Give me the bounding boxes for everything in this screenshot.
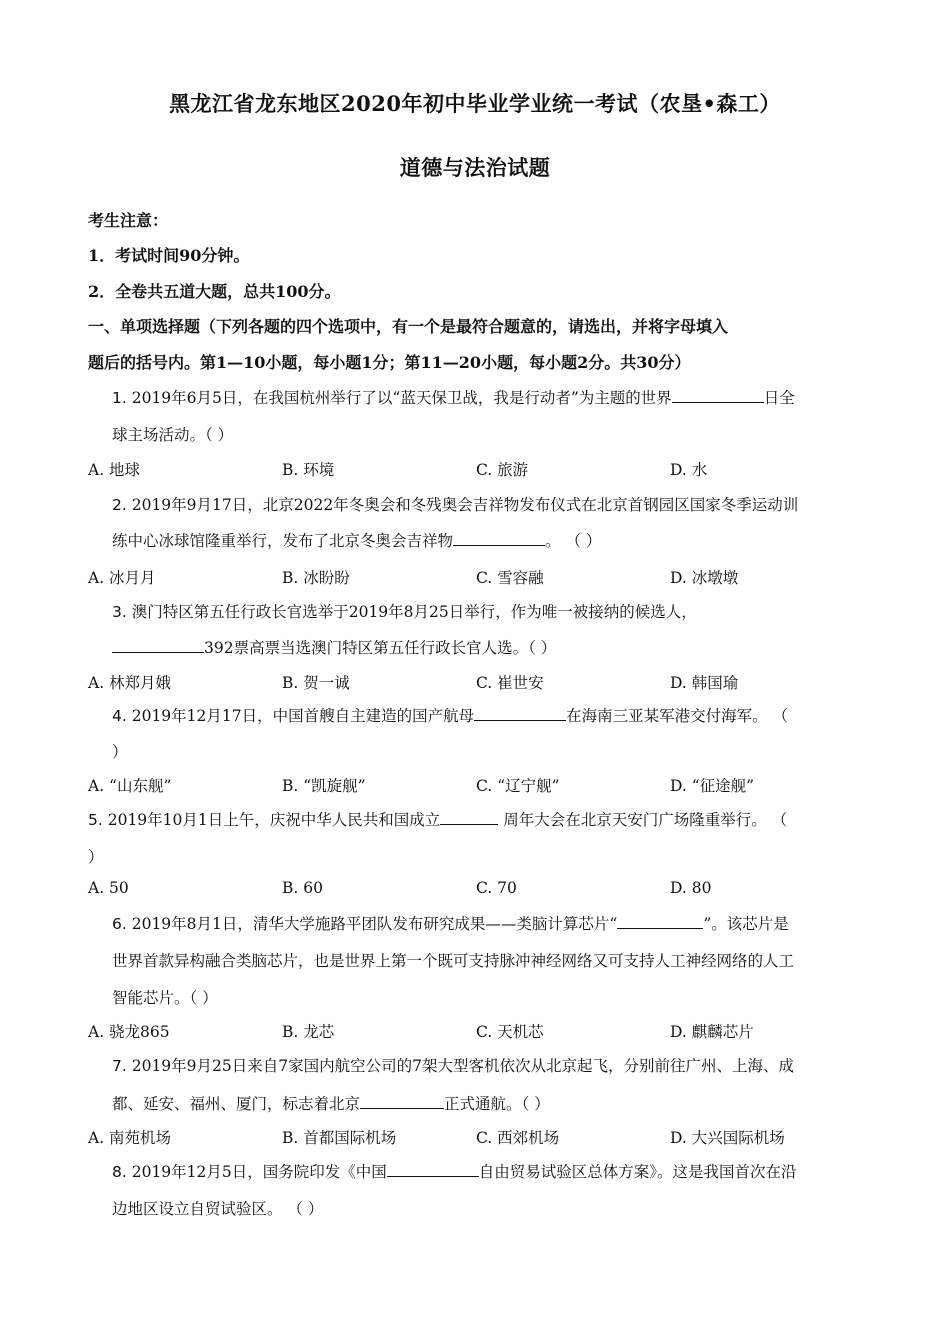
answer-blank — [453, 531, 545, 546]
question-7: 7. 2019年9月25日来自7家国内航空公司的7架大型客机依次从北京起飞，分别前往广州、上海、成 — [112, 1057, 794, 1075]
notice-item-1: 1．考试时间90分钟。 — [88, 246, 250, 265]
exam-title: 黑龙江省龙东地区2020年初中毕业学业统一考试（农垦•森工） — [169, 91, 781, 116]
question-number: 1. — [112, 389, 127, 407]
answer-blank — [112, 638, 204, 653]
option-d: D. 80 — [670, 879, 712, 897]
option-a: A. 地球 — [88, 461, 141, 479]
option-c: C. 70 — [476, 879, 517, 897]
question-5: 5. 2019年10月1日上午，庆祝中华人民共和国成立 周年大会在北京天安门广场隆重举行。 （ — [88, 811, 788, 829]
option-a: A. 50 — [88, 879, 129, 897]
option-b: B. 60 — [282, 879, 323, 897]
question-5-line2: ） — [88, 848, 104, 866]
option-d: D. 韩国瑜 — [670, 674, 739, 692]
question-1-line2: 球主场活动。（ ） — [112, 426, 234, 444]
answer-blank — [360, 1094, 444, 1109]
option-b: B. 贺一诚 — [282, 674, 350, 692]
option-c: C. “辽宁舰” — [476, 777, 560, 795]
option-c: C. 西郊机场 — [476, 1129, 560, 1147]
option-c: C. 崔世安 — [476, 674, 544, 692]
question-8-line2: 边地区设立自贸试验区。 （ ） — [112, 1200, 324, 1218]
question-6-line3: 智能芯片。（ ） — [112, 989, 218, 1007]
option-a: A. 林郑月娥 — [88, 674, 172, 692]
notice-item-2: 2．全卷共五道大题，总共100分。 — [88, 282, 341, 301]
option-b: B. 龙芯 — [282, 1023, 335, 1041]
option-d: D. 水 — [670, 461, 708, 479]
answer-blank — [617, 914, 703, 929]
question-3: 3. 澳门特区第五任行政长官选举于2019年8月25日举行，作为唯一被接纳的候选人， — [112, 603, 697, 621]
option-c: C. 旅游 — [476, 461, 529, 479]
question-6-line2: 世界首款异构融合类脑芯片，也是世界上第一个既可支持脉冲神经网络又可支持人工神经网络的人工 — [112, 952, 795, 970]
exam-subtitle: 道德与法治试题 — [399, 155, 551, 180]
section-heading-line2: 题后的括号内。第1—10小题，每小题1分；第11—20小题，每小题2分。共30分） — [88, 353, 691, 372]
question-2-line2: 练中心冰球馆隆重举行，发布了北京冬奥会吉祥物 。 （ ） — [112, 532, 602, 550]
option-d: D. 冰墩墩 — [670, 569, 739, 587]
question-3-line2: 392票高票当选澳门特区第五任行政长官人选。（ ） — [112, 636, 556, 658]
section-heading-line1: 一、单项选择题（下列各题的四个选项中，有一个是最符合题意的，请选出，并将字母填入 — [88, 317, 729, 336]
answer-blank — [672, 388, 764, 403]
answer-blank — [440, 810, 498, 825]
option-c: C. 天机芯 — [476, 1023, 544, 1041]
answer-blank — [474, 706, 566, 721]
option-a: A. 南苑机场 — [88, 1129, 172, 1147]
answer-blank — [387, 1162, 479, 1177]
option-b: B. “凯旋舰” — [282, 777, 366, 795]
notice-label: 考生注意： — [88, 211, 169, 230]
question-7-line2: 都、延安、福州、厦门，标志着北京 正式通航。（ ） — [112, 1095, 550, 1113]
question-4: 4. 2019年12月17日，中国首艘自主建造的国产航母 在海南三亚某军港交付海军。 （ — [112, 707, 789, 725]
option-a: A. 冰月月 — [88, 569, 156, 587]
option-a: A. 骁龙865 — [88, 1023, 170, 1041]
question-8: 8. 2019年12月5日，国务院印发《中国 自由贸易试验区总体方案》。这是我国首次在沿 — [112, 1163, 797, 1181]
option-b: B. 首都国际机场 — [282, 1129, 397, 1147]
option-b: B. 环境 — [282, 461, 335, 479]
question-6: 6. 2019年8月1日，清华大学施路平团队发布研究成果——类脑计算芯片“ ”。该芯片是 — [112, 915, 789, 933]
option-b: B. 冰盼盼 — [282, 569, 350, 587]
option-a: A. “山东舰” — [88, 777, 172, 795]
question-1: 1. 2019年6月5日，在我国杭州举行了以“蓝天保卫战，我是行动者”为主题的世界 日全 — [112, 389, 795, 407]
option-d: D. “征途舰” — [670, 777, 755, 795]
option-d: D. 大兴国际机场 — [670, 1129, 785, 1147]
option-d: D. 麒麟芯片 — [670, 1023, 754, 1041]
question-2: 2. 2019年9月17日，北京2022年冬奥会和冬残奥会吉祥物发布仪式在北京首钢园区国家冬季运动训 — [112, 496, 799, 514]
question-4-line2: ） — [112, 743, 128, 761]
option-c: C. 雪容融 — [476, 569, 544, 587]
